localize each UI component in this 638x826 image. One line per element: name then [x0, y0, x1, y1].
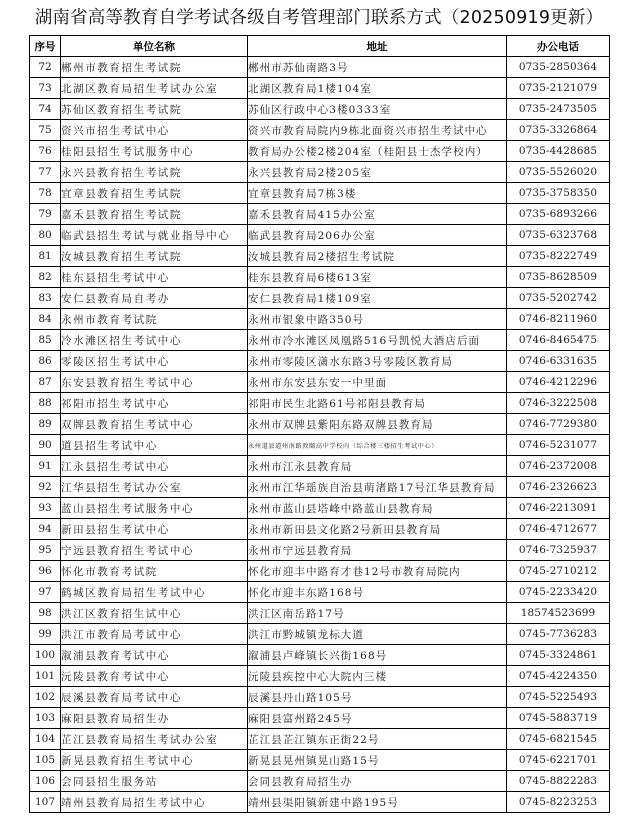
unit-name: 洪江市教育局考试中心: [61, 624, 248, 645]
office-phone: 0746-8211960: [507, 309, 610, 330]
row-number: 104: [30, 729, 61, 750]
office-phone: 18574523699: [507, 603, 610, 624]
unit-name: 桂阳县招生考试服务中心: [61, 141, 248, 162]
address: 永州市新田县文化路2号新田县教育局: [248, 519, 507, 540]
unit-name: 永州市教育考试院: [61, 309, 248, 330]
address: 永兴县教育局2楼205室: [248, 162, 507, 183]
table-row: [30, 750, 610, 771]
header-no: 序号: [30, 36, 61, 57]
office-phone: 0746-3222508: [507, 393, 610, 414]
address: 教育局办公楼2楼204室（桂阳县士杰学校内）: [248, 141, 507, 162]
unit-name: 怀化市教育考试院: [61, 561, 248, 582]
row-number: 72: [30, 57, 61, 78]
table-row: [30, 351, 610, 372]
row-number: 92: [30, 477, 61, 498]
address: 安仁县教育局1楼109室: [248, 288, 507, 309]
document-title: 湖南省高等教育自学考试各级自考管理部门联系方式（20250919更新）: [34, 8, 604, 28]
unit-name: 安仁县教育局自考办: [61, 288, 248, 309]
address: 洪江市黔城镇龙标大道: [248, 624, 507, 645]
row-number: 90: [30, 435, 61, 456]
office-phone: 0735-2850364: [507, 57, 610, 78]
unit-name: 永兴县教育招生考试院: [61, 162, 248, 183]
unit-name: 会同县招生服务站: [61, 771, 248, 792]
address: 北湖区教育局1楼104室: [248, 78, 507, 99]
office-phone: 0746-4212296: [507, 372, 610, 393]
table-row: [30, 288, 610, 309]
address: 宜章县教育局7栋3楼: [248, 183, 507, 204]
row-number: 87: [30, 372, 61, 393]
office-phone: 0745-5225493: [507, 687, 610, 708]
table-row: [30, 561, 610, 582]
unit-name: 资兴市招生考试中心: [61, 120, 248, 141]
table-row: [30, 99, 610, 120]
table-row: [30, 183, 610, 204]
table-row: [30, 498, 610, 519]
unit-name: 零陵区招生考试中心: [61, 351, 248, 372]
table-row: [30, 666, 610, 687]
unit-name: 新田县招生考试中心: [61, 519, 248, 540]
table-row: [30, 78, 610, 99]
address: 芷江县芷江镇东正街22号: [248, 729, 507, 750]
row-number: 98: [30, 603, 61, 624]
row-number: 96: [30, 561, 61, 582]
address: 桂东县教育局6楼613室: [248, 267, 507, 288]
table-row: [30, 330, 610, 351]
table-row: [30, 309, 610, 330]
office-phone: 0746-7729380: [507, 414, 610, 435]
address: 资兴市教育局院内9栋北面资兴市招生考试中心: [248, 120, 507, 141]
unit-name: 郴州市教育招生考试院: [61, 57, 248, 78]
office-phone: 0735-5202742: [507, 288, 610, 309]
address: 永州市江华瑶族自治县萌渚路17号江华县教育局: [248, 477, 507, 498]
unit-name: 靖州县教育局招生考试中心: [61, 792, 248, 813]
address: 永州市宁远县教育局: [248, 540, 507, 561]
row-number: 76: [30, 141, 61, 162]
row-number: 93: [30, 498, 61, 519]
table-row: [30, 57, 610, 78]
unit-name: 苏仙区教育招生考试院: [61, 99, 248, 120]
unit-name: 沅陵县教育考试中心: [61, 666, 248, 687]
unit-name: 溆浦县教育考试中心: [61, 645, 248, 666]
office-phone: 0746-2372008: [507, 456, 610, 477]
row-number: 75: [30, 120, 61, 141]
address: 怀化市迎丰中路育才巷12号市教育局院内: [248, 561, 507, 582]
office-phone: 0735-8628509: [507, 267, 610, 288]
row-number: 97: [30, 582, 61, 603]
unit-name: 麻阳县教育局招生办: [61, 708, 248, 729]
row-number: 88: [30, 393, 61, 414]
address: 永州市蓝山县塔峰中路蓝山县教育局: [248, 498, 507, 519]
table-row: [30, 771, 610, 792]
row-number: 101: [30, 666, 61, 687]
table-row: [30, 141, 610, 162]
office-phone: 0735-4428685: [507, 141, 610, 162]
row-number: 107: [30, 792, 61, 813]
office-phone: 0745-4224350: [507, 666, 610, 687]
office-phone: 0745-6821545: [507, 729, 610, 750]
row-number: 94: [30, 519, 61, 540]
row-number: 78: [30, 183, 61, 204]
unit-name: 冷水滩区招生考试中心: [61, 330, 248, 351]
office-phone: 0746-6331635: [507, 351, 610, 372]
table-row: [30, 372, 610, 393]
table-row: [30, 519, 610, 540]
office-phone: 0746-4712677: [507, 519, 610, 540]
table-body: [30, 57, 610, 813]
unit-name: 鹤城区教育局招生考试中心: [61, 582, 248, 603]
unit-name: 汝城县教育招生考试院: [61, 246, 248, 267]
address: 辰溪县丹山路105号: [248, 687, 507, 708]
table-header: [30, 36, 610, 57]
unit-name: 双牌县教育招生考试中心: [61, 414, 248, 435]
table-row: [30, 645, 610, 666]
office-phone: 0745-3324861: [507, 645, 610, 666]
row-number: 81: [30, 246, 61, 267]
table-row: [30, 603, 610, 624]
unit-name: 蓝山县招生考试服务中心: [61, 498, 248, 519]
unit-name: 东安县教育招生考试中心: [61, 372, 248, 393]
row-number: 103: [30, 708, 61, 729]
table-row: [30, 393, 610, 414]
table-row: [30, 120, 610, 141]
table-row: [30, 477, 610, 498]
address: 永州市双牌县紫阳东路双牌县教育局: [248, 414, 507, 435]
office-phone: 0745-2710212: [507, 561, 610, 582]
row-number: 85: [30, 330, 61, 351]
unit-name: 桂东县招生考试中心: [61, 267, 248, 288]
office-phone: 0745-6221701: [507, 750, 610, 771]
office-phone: 0735-6323768: [507, 225, 610, 246]
address: 溆浦县卢峰镇长兴街168号: [248, 645, 507, 666]
row-number: 91: [30, 456, 61, 477]
unit-name: 临武县招生考试与就业指导中心: [61, 225, 248, 246]
office-phone: 0735-6893266: [507, 204, 610, 225]
unit-name: 江华县招生考试办公室: [61, 477, 248, 498]
address: 永州市零陵区潇水东路3号零陵区教育局: [248, 351, 507, 372]
address: 新晃县晃州镇晃山路15号: [248, 750, 507, 771]
office-phone: 0745-8223253: [507, 792, 610, 813]
table-row: [30, 582, 610, 603]
row-number: 106: [30, 771, 61, 792]
address: 祁阳市民生北路61号祁阳县教育局: [248, 393, 507, 414]
table-row: [30, 225, 610, 246]
office-phone: 0745-2233420: [507, 582, 610, 603]
table-row: [30, 414, 610, 435]
table-row: [30, 435, 610, 456]
row-number: 86: [30, 351, 61, 372]
table-row: [30, 687, 610, 708]
address: 靖州县渠阳镇新建中路195号: [248, 792, 507, 813]
address: 郴州市苏仙南路3号: [248, 57, 507, 78]
row-number: 82: [30, 267, 61, 288]
table-row: [30, 729, 610, 750]
office-phone: 0735-2121079: [507, 78, 610, 99]
office-phone: 0745-8822283: [507, 771, 610, 792]
unit-name: 北湖区教育局招生考试办公室: [61, 78, 248, 99]
table-row: [30, 267, 610, 288]
row-number: 73: [30, 78, 61, 99]
address: 苏仙区行政中心3楼0333室: [248, 99, 507, 120]
office-phone: 0746-8465475: [507, 330, 610, 351]
row-number: 83: [30, 288, 61, 309]
office-phone: 0746-2213091: [507, 498, 610, 519]
address: 永州道县道州南路敦颐高中学校内（综合楼三楼招生考试中心）: [248, 435, 507, 456]
unit-name: 辰溪县教育局考试中心: [61, 687, 248, 708]
office-phone: 0746-7325937: [507, 540, 610, 561]
office-phone: 0735-3326864: [507, 120, 610, 141]
address: 会同县教育局招生办: [248, 771, 507, 792]
office-phone: 0735-3758350: [507, 183, 610, 204]
row-number: 74: [30, 99, 61, 120]
table-row: [30, 162, 610, 183]
row-number: 102: [30, 687, 61, 708]
address: 沅陵县疾控中心大院内三楼: [248, 666, 507, 687]
row-number: 105: [30, 750, 61, 771]
row-number: 95: [30, 540, 61, 561]
row-number: 84: [30, 309, 61, 330]
table-row: [30, 540, 610, 561]
header-address: 地址: [248, 36, 507, 57]
office-phone: 0746-5231077: [507, 435, 610, 456]
address: 永州市东安县东安一中里面: [248, 372, 507, 393]
address: 永州市银象中路350号: [248, 309, 507, 330]
table-row: [30, 708, 610, 729]
office-phone: 0745-5883719: [507, 708, 610, 729]
unit-name: 芷江县教育局招生考试办公室: [61, 729, 248, 750]
address: 永州市冷水滩区凤凰路516号凯悦大酒店后面: [248, 330, 507, 351]
office-phone: 0746-2326623: [507, 477, 610, 498]
address: 汝城县教育局2楼招生考试院: [248, 246, 507, 267]
table-row: [30, 792, 610, 813]
header-row: [30, 36, 610, 57]
office-phone: 0735-5526020: [507, 162, 610, 183]
address: 洪江区南岳路17号: [248, 603, 507, 624]
row-number: 89: [30, 414, 61, 435]
address: 临武县教育局206办公室: [248, 225, 507, 246]
unit-name: 江永县招生考试中心: [61, 456, 248, 477]
address: 嘉禾县教育局415办公室: [248, 204, 507, 225]
unit-name: 祁阳市招生考试中心: [61, 393, 248, 414]
table-row: [30, 246, 610, 267]
row-number: 80: [30, 225, 61, 246]
row-number: 100: [30, 645, 61, 666]
table-row: [30, 624, 610, 645]
table-row: [30, 204, 610, 225]
unit-name: 嘉禾县教育招生考试院: [61, 204, 248, 225]
unit-name: 宁远县教育招生考试中心: [61, 540, 248, 561]
unit-name: 宜章县教育招生考试院: [61, 183, 248, 204]
office-phone: 0735-2473505: [507, 99, 610, 120]
contacts-table: [29, 35, 610, 813]
header-phone: 办公电话: [507, 36, 610, 57]
unit-name: 新晃县教育招生考试中心: [61, 750, 248, 771]
office-phone: 0735-8222749: [507, 246, 610, 267]
address: 永州市江永县教育局: [248, 456, 507, 477]
address: 怀化市迎丰东路168号: [248, 582, 507, 603]
table-row: [30, 456, 610, 477]
row-number: 99: [30, 624, 61, 645]
row-number: 77: [30, 162, 61, 183]
row-number: 79: [30, 204, 61, 225]
unit-name: 道县招生考试中心: [61, 435, 248, 456]
unit-name: 洪江区教育招生试中心: [61, 603, 248, 624]
office-phone: 0745-7736283: [507, 624, 610, 645]
address: 麻阳县富州路245号: [248, 708, 507, 729]
header-name: 单位名称: [61, 36, 248, 57]
